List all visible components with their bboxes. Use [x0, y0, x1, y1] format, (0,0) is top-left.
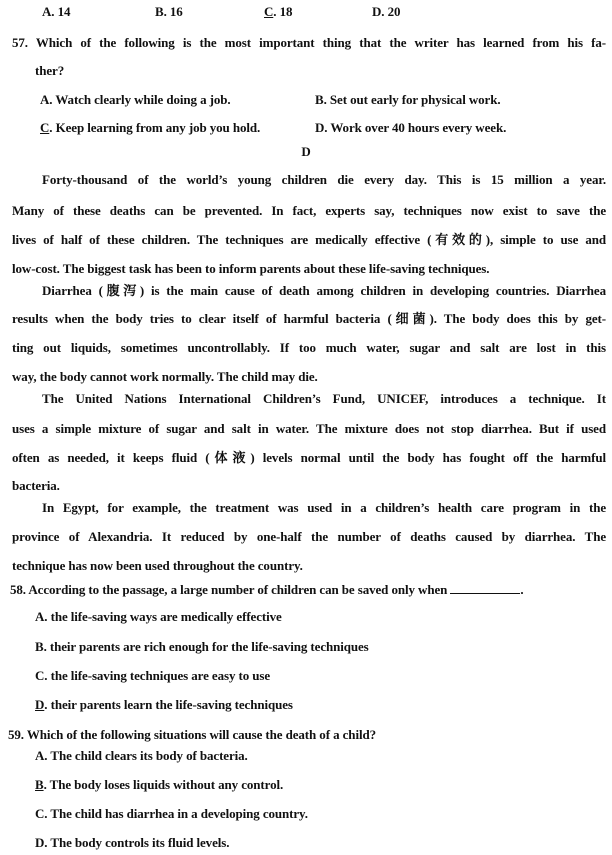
option-text: 14 [57, 4, 71, 19]
passage-line: low-cost. The biggest task has been to inform parents about these life-saving techniques. [12, 261, 490, 276]
option-text: their parents learn the life-saving techniques [50, 697, 293, 712]
passage-line: In Egypt, for example, the treatment was used in a children’s health care program in the [42, 500, 606, 515]
option-text: The body controls its fluid levels. [50, 835, 230, 850]
answer-mark: D [35, 697, 45, 712]
q57-option-a: A. Watch clearly while doing a job. [40, 92, 231, 107]
answer-mark: B [35, 777, 44, 792]
answer-mark: C [264, 4, 274, 19]
option-text: Watch clearly while doing a job. [55, 92, 231, 107]
option-text: 18 [279, 4, 293, 19]
q57-option-d: D. Work over 40 hours every week. [315, 120, 507, 135]
q57-option-c: C. Keep learning from any job you hold. [40, 120, 261, 135]
option-text: their parents are rich enough for the life-saving techniques [49, 639, 369, 654]
option-letter: C [35, 668, 45, 683]
section-heading: D [301, 144, 311, 159]
q59-option-c: C. The child has diarrhea in a developing country. [35, 806, 308, 821]
answer-blank [450, 581, 520, 594]
option-letter: B [315, 92, 324, 107]
question-stem: Which of the following is the most important thing that the writer has learned from his fa- [35, 35, 606, 50]
q57-option-b: B. Set out early for physical work. [315, 92, 501, 107]
question-number: 58. [10, 582, 26, 597]
question-stem: According to the passage, a large number of children can be saved only when [28, 582, 448, 597]
q56-option-a: A. 14 [42, 4, 71, 19]
passage-line: uses a simple mixture of sugar and salt in water. The mixture does not stop diarrhea. But if used [12, 421, 606, 436]
q56-option-b: B. 16 [155, 4, 183, 19]
option-letter: C [35, 806, 45, 821]
q59-option-d: D. The body controls its fluid levels. [35, 835, 230, 850]
question-end-mark: . [520, 582, 524, 597]
option-text: Keep learning from any job you hold. [55, 120, 261, 135]
option-letter: A [35, 748, 45, 763]
option-letter: A [35, 609, 45, 624]
passage-line: way, the body cannot work normally. The child may die. [12, 369, 318, 384]
question-stem: Which of the following situations will cause the death of a child? [26, 727, 376, 742]
answer-mark: C [40, 120, 50, 135]
option-text: the life-saving techniques are easy to use [50, 668, 271, 683]
option-text: Set out early for physical work. [329, 92, 501, 107]
option-text: The child clears its body of bacteria. [50, 748, 248, 763]
q58-option-d: D. their parents learn the life-saving techniques [35, 697, 293, 712]
passage-line: results when the body tries to clear itself of harmful bacteria (细菌). The body does this by get- [12, 311, 606, 326]
passage-line: Many of these deaths can be prevented. In fact, experts say, techniques now exist to save the [12, 203, 606, 218]
option-letter: A [40, 92, 50, 107]
q59-option-b: B. The body loses liquids without any control. [35, 777, 284, 792]
q56-option-c: C. 18 [264, 4, 293, 19]
passage-line: ting out liquids, sometimes uncontrollably. If too much water, sugar and salt are lost in this [12, 340, 606, 355]
q58-stem [10, 581, 524, 598]
option-letter: D [35, 835, 45, 850]
q58-option-a: A. the life-saving ways are medically effective [35, 609, 282, 624]
option-letter: B [155, 4, 164, 19]
q58-option-c: C. the life-saving techniques are easy to use [35, 668, 271, 683]
q59-option-a: A. The child clears its body of bacteria. [35, 748, 248, 763]
passage-line: often as needed, it keeps fluid (体液) levels normal until the body has fought off the harmful [12, 450, 606, 465]
option-text: Work over 40 hours every week. [330, 120, 507, 135]
question-number: 57. [12, 35, 28, 50]
option-text: the life-saving ways are medically effective [50, 609, 282, 624]
q56-option-d: D. 20 [372, 4, 401, 19]
question-number: 59. [8, 727, 24, 742]
q57-stem-line1 [12, 35, 606, 51]
option-letter: D [315, 120, 325, 135]
passage-line: lives of half of these children. The techniques are medically effective (有效的), simple to use and [12, 232, 606, 247]
option-letter: D [372, 4, 382, 19]
option-text: The body loses liquids without any control. [49, 777, 284, 792]
q58-option-b: B. their parents are rich enough for the life-saving techniques [35, 639, 369, 654]
q59-stem [8, 727, 376, 743]
passage-line: Diarrhea (腹泻) is the main cause of death among children in developing countries. Diarrhea [42, 283, 606, 298]
passage-line: The United Nations International Children’s Fund, UNICEF, introduces a technique. It [42, 391, 606, 406]
passage-line: province of Alexandria. It reduced by one-half the number of deaths caused by diarrhea. The [12, 529, 606, 544]
option-text: 16 [169, 4, 183, 19]
passage-line: Forty-thousand of the world’s young children die every day. This is 15 million a year. [42, 172, 606, 187]
option-letter: A [42, 4, 52, 19]
q57-stem-line2: ther? [35, 63, 65, 78]
passage-line: technique has now been used throughout the country. [12, 558, 303, 573]
option-text: 20 [387, 4, 401, 19]
passage-line: bacteria. [12, 478, 60, 493]
option-text: The child has diarrhea in a developing country. [50, 806, 308, 821]
option-letter: B [35, 639, 44, 654]
